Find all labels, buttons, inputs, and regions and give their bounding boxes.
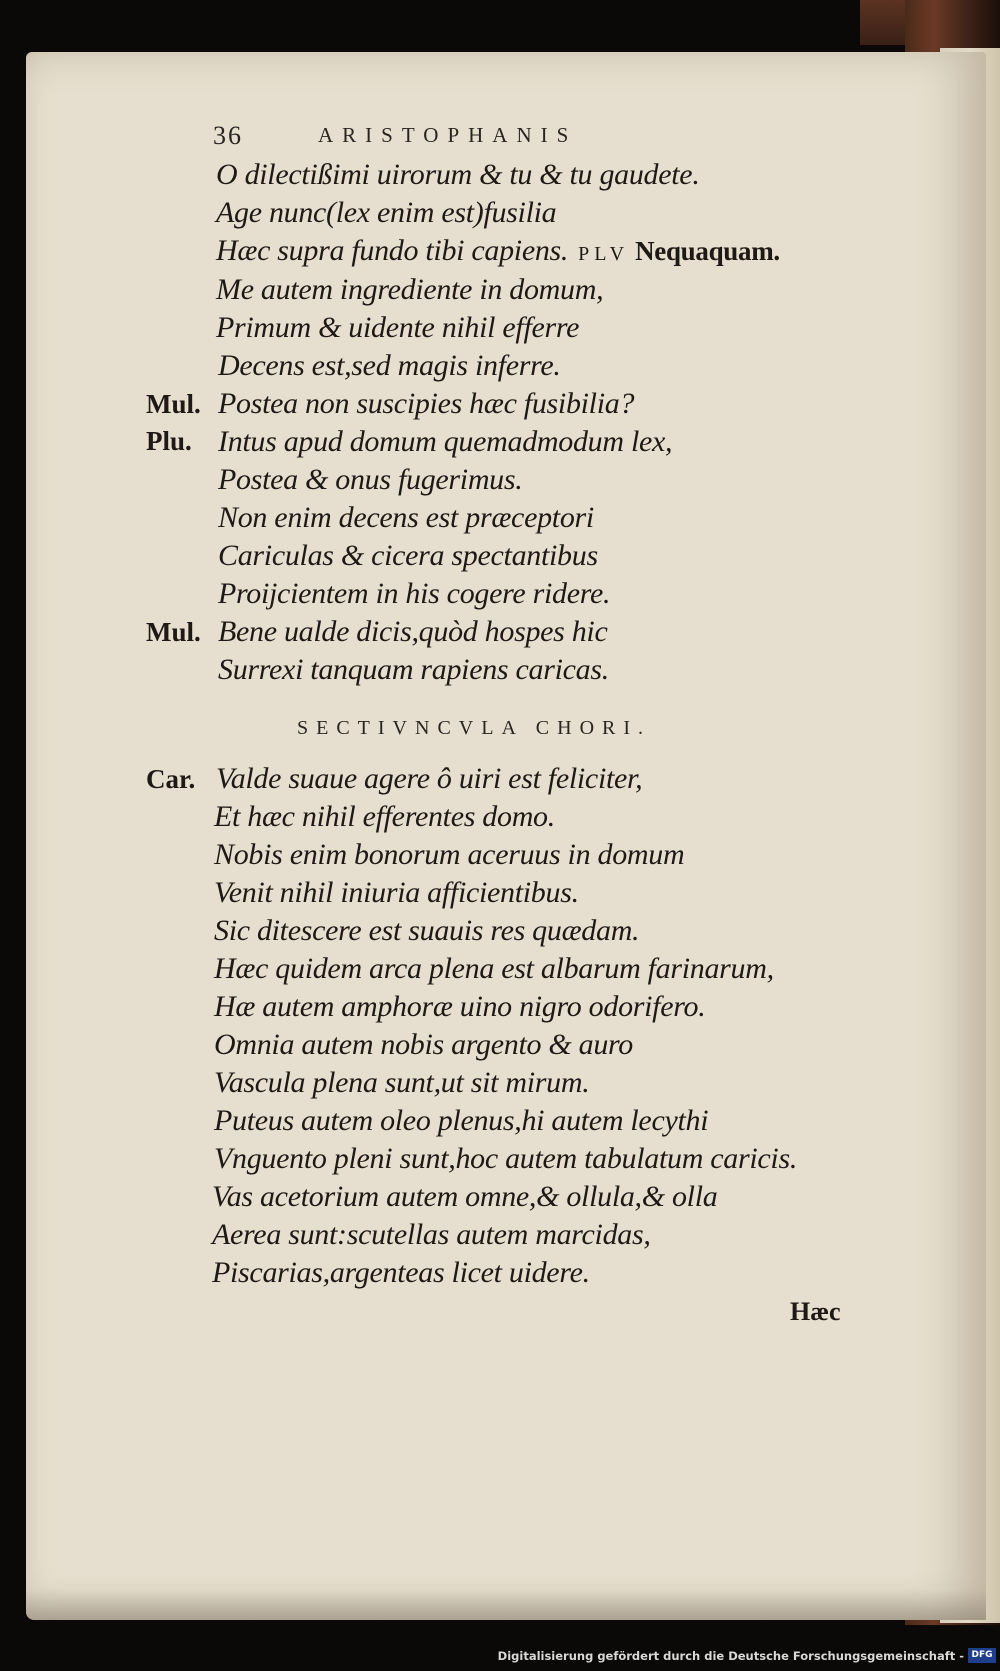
inline-reply: Nequaquam. xyxy=(635,236,780,266)
verse-line: Decens est,sed magis inferre. xyxy=(218,349,561,382)
verse-line: Postea non suscipies hæc fusibilia? xyxy=(218,387,635,420)
verse-line: Primum & uidente nihil efferre xyxy=(216,311,580,344)
chorus-line: Et hæc nihil efferentes domo. xyxy=(214,800,555,833)
chorus-line: Aerea sunt:scutellas autem marcidas, xyxy=(212,1218,651,1251)
speaker-label: Mul. xyxy=(146,389,201,419)
verse-line: Bene ualde dicis,quòd hospes hic xyxy=(218,615,608,648)
chorus-line: Vascula plena sunt,ut sit mirum. xyxy=(214,1066,590,1099)
page-number: 36 xyxy=(213,121,243,150)
speaker-label: Mul. xyxy=(146,617,201,647)
chorus-line: Sic ditescere est suauis res quædam. xyxy=(214,914,640,947)
chorus-line: Hæ autem amphoræ uino nigro odorifero. xyxy=(214,990,706,1023)
chorus-line: Vnguento pleni sunt,hoc autem tabulatum caricis. xyxy=(214,1142,798,1175)
chorus-line: Valde suaue agere ô uiri est feliciter, xyxy=(216,762,643,795)
dfg-logo: DFG xyxy=(968,1648,996,1663)
chorus-line: Venit nihil iniuria afficientibus. xyxy=(214,876,579,909)
section-heading: SECTIVNCVLA CHORI. xyxy=(297,717,652,739)
catchword: Hæc xyxy=(790,1297,841,1326)
verse-line: Age nunc(lex enim est)fusilia xyxy=(216,196,557,229)
verse-line: O dilectißimi uirorum & tu & tu gaudete. xyxy=(216,158,700,191)
verse-line: Proijcientem in his cogere ridere. xyxy=(218,577,611,610)
chorus-line: Hæc quidem arca plena est albarum farinarum, xyxy=(214,952,774,985)
chorus-line: Vas acetorium autem omne,& ollula,& olla xyxy=(212,1180,718,1213)
speaker-label: Car. xyxy=(146,764,196,794)
verse-line: Postea & onus fugerimus. xyxy=(218,463,523,496)
verse-text: Hæc supra fundo tibi capiens. xyxy=(216,234,569,267)
verse-line: Me autem ingrediente in domum, xyxy=(216,273,604,306)
verse-line: Surrexi tanquam rapiens caricas. xyxy=(218,653,609,686)
chorus-line: Piscarias,argenteas licet uidere. xyxy=(212,1256,590,1289)
chorus-line: Puteus autem oleo plenus,hi autem lecythi xyxy=(214,1104,709,1137)
verse-line: Non enim decens est præceptori xyxy=(218,501,594,534)
chorus-line: Nobis enim bonorum aceruus in domum xyxy=(214,838,685,871)
speaker-label: Plu. xyxy=(146,426,192,456)
running-head: ARISTOPHANIS xyxy=(318,123,578,147)
chorus-line: Omnia autem nobis argento & auro xyxy=(214,1028,633,1061)
digitization-footer xyxy=(0,1625,1000,1671)
verse-line-with-speaker xyxy=(216,234,780,268)
verse-line: Cariculas & cicera spectantibus xyxy=(218,539,598,572)
verse-line: Intus apud domum quemadmodum lex, xyxy=(218,425,673,458)
digitization-credit: Digitalisierung gefördert durch die Deutsche Forschungsgemeinschaft - xyxy=(497,1649,964,1663)
inline-speaker: PLV xyxy=(578,243,630,265)
